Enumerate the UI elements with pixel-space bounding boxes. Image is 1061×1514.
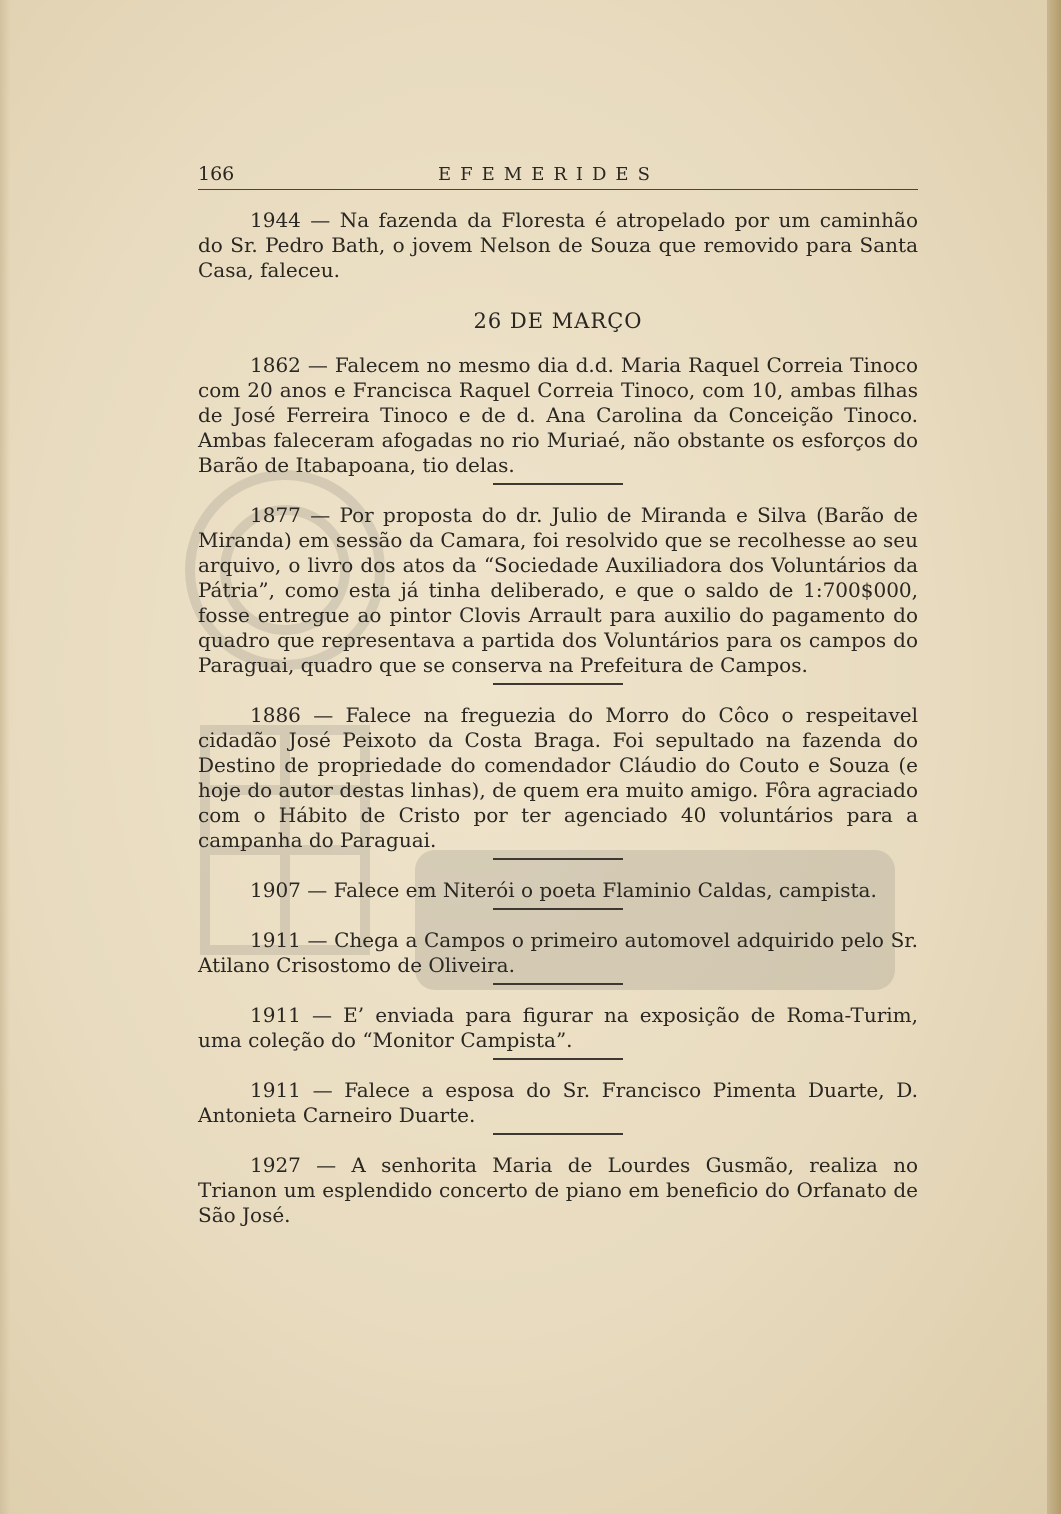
entry-1907: 1907 — Falece em Niterói o poeta Flaminio Caldas, campista. bbox=[250, 878, 877, 902]
entry-1877: 1877 — Por proposta do dr. Julio de Miranda e Silva (Barão de Miranda) em sessão da Camara, foi resolvido que se recolhesse ao seu arquivo, o livro dos atos da “Sociedade Auxiliadora dos Voluntários da Pátria”, como esta já tinha deliberado, e que o saldo de 1:700$000, fosse entregue ao pintor Clovis Arrault para auxilio do pagamento do quadro que representava a partida dos Voluntários para os campos do Paraguai, quadro que se conserva na Prefeitura de Campos. bbox=[198, 503, 918, 677]
entry-1927: 1927 — A senhorita Maria de Lourdes Gusmão, realiza no Trianon um esplendido concerto de piano em beneficio do Orfanato de São José. bbox=[198, 1153, 918, 1227]
entry-1911-automovel: 1911 — Chega a Campos o primeiro automovel adquirido pelo Sr. Atilano Crisostomo de Oliveira. bbox=[198, 928, 918, 977]
section-date-heading: 26 DE MARÇO bbox=[473, 309, 643, 333]
running-head: EFEMERIDES bbox=[438, 164, 659, 185]
entry-1886: 1886 — Falece na freguezia do Morro do Côco o respeitavel cidadão José Peixoto da Costa Braga. Foi sepultado na fazenda do Destino de propriedade do comendador Cláudio do Couto e Souza (e hoje do autor destas linhas), de quem era muito amigo. Fôra agraciado com o Hábito de Cristo por ter agenciado 40 voluntários para a campanha do Paraguai. bbox=[198, 703, 918, 852]
page-content bbox=[198, 163, 918, 1228]
entry-1911-falece: 1911 — Falece a esposa do Sr. Francisco Pimenta Duarte, D. Antonieta Carneiro Duarte. bbox=[198, 1078, 918, 1127]
page-edge-left bbox=[0, 0, 10, 1514]
entry-1911-exposicao: 1911 — E’ enviada para figurar na exposição de Roma-Turim, uma coleção do “Monitor Campista”. bbox=[198, 1003, 918, 1052]
page-number: 166 bbox=[198, 163, 235, 185]
page-header bbox=[198, 163, 918, 190]
entry-1944: 1944 — Na fazenda da Floresta é atropelado por um caminhão do Sr. Pedro Bath, o jovem Nelson de Souza que removido para Santa Casa, faleceu. bbox=[198, 208, 918, 282]
page-edge-right bbox=[1047, 0, 1061, 1514]
entry-1862: 1862 — Falecem no mesmo dia d.d. Maria Raquel Correia Tinoco com 20 anos e Francisca Raquel Correia Tinoco, com 10, ambas filhas de José Ferreira Tinoco e de d. Ana Carolina da Conceição Tinoco. Ambas faleceram afogadas no rio Muriaé, não obstante os esforços do Barão de Itabapoana, tio delas. bbox=[198, 353, 918, 477]
